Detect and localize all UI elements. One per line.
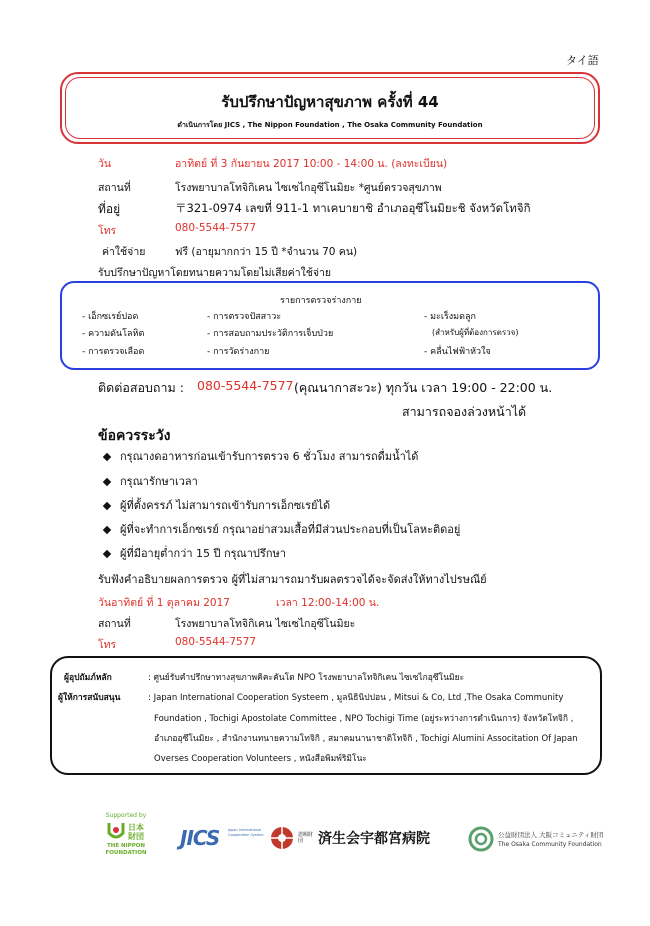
- caution-item: ผู้ที่มีอายุต่ำกว่า 15 ปี กรุณาปรึกษา: [104, 544, 286, 562]
- phone-value: 080-5544-7577: [175, 222, 257, 234]
- hospital-emblem-icon: [270, 826, 294, 850]
- event2-place-label: สถานที่: [98, 618, 131, 630]
- contact-phone: 080-5544-7577: [197, 378, 294, 393]
- phone-label: โทร: [98, 225, 117, 237]
- jics-logo: JICS Japan International Cooperation System: [180, 826, 264, 850]
- title-box: [60, 72, 600, 144]
- event2-date: วันอาทิตย์ ที่ 1 ตุลาคม 2017: [98, 597, 230, 609]
- caution-item: กรุณางดอาหารก่อนเข้ารับการตรวจ 6 ชั่วโมง สามารถดื่มน้ำได้: [104, 447, 418, 465]
- exam-item: - การสอบถามประวัติการเจ็บป่วย: [207, 329, 334, 339]
- exam-item: - เอ็กซเรย์ปอด: [82, 312, 139, 322]
- event2-place-value: โรงพยาบาลโทจิกิเคน ไซเซไกอุซึโนมิยะ: [175, 618, 356, 630]
- language-tag: タイ語: [566, 54, 599, 67]
- nippon-foundation-icon: [106, 821, 126, 843]
- event2-phone-value: 080-5544-7577: [175, 636, 257, 648]
- place-value: โรงพยาบาลโทจิกิเคน ไซเซไกอุซึโนมิยะ *ศูนย์ตรวจสุขภาพ: [175, 182, 442, 194]
- supporters-label: ผู้ให้การสนับสนุน: [58, 693, 121, 703]
- caution-item: กรุณารักษาเวลา: [104, 472, 198, 490]
- supporters-line: อำเภออุซึโนมิยะ , สำนักงานทนายความโทจิกิ , สมาคมนานาชาติโทจิกิ , Tochigi Alumini Associtation Of Japan: [154, 734, 578, 744]
- supporters-line: : Japan International Cooperation Systeem , มูลนิธินิปปอน , Mitsui & Co, Ltd ,The Osaka Community: [148, 693, 564, 703]
- osaka-foundation-icon: [468, 826, 494, 852]
- exam-item: - คลื่นไฟฟ้าหัวใจ: [424, 347, 491, 357]
- exam-item: - การตรวจปัสสาวะ: [207, 312, 282, 322]
- exam-item: - มะเร็งมดลูก: [424, 312, 476, 322]
- exam-list-box: [60, 281, 600, 370]
- results-note: รับฟังคำอธิบายผลการตรวจ ผู้ที่ไม่สามารถมารับผลตรวจได้จะจัดส่งให้ทางไปรษณีย์: [98, 573, 487, 586]
- reservation-note: สามารถจองล่วงหน้าได้: [402, 404, 527, 419]
- event2-time: เวลา 12:00-14:00 น.: [276, 597, 380, 609]
- exam-item: - การวัดร่างกาย: [207, 347, 270, 357]
- organizers: ดำเนินการโดย JICS , The Nippon Foundation , The Osaka Community Foundation: [177, 121, 483, 129]
- supporters-line: Foundation , Tochigi Apostolate Committee , NPO Tochigi Time (อยู่ระหว่างการดำเนินการ) จังหวัดโทจิกิ ,: [154, 714, 574, 724]
- exam-item: - การตรวจเลือด: [82, 347, 145, 357]
- hospital-logo: 恩賜財団 済生会宇都宮病院: [270, 826, 430, 850]
- cautions-heading: ข้อควรระวัง: [98, 428, 171, 444]
- caution-item: ผู้ที่จะทำการเอ็กซเรย์ กรุณาอย่าสวมเสื้อที่มีส่วนประกอบที่เป็นโลหะติดอยู่: [104, 520, 460, 538]
- exam-item-note: (สำหรับผู้ที่ต้องการตรวจ): [432, 328, 519, 337]
- exam-item: - ความดันโลหิต: [82, 329, 145, 339]
- cost-value: ฟรี (อายุมากกว่า 15 ปี *จำนวน 70 คน): [175, 246, 358, 258]
- place-label: สถานที่: [98, 182, 131, 194]
- page-title: รับปรึกษาปัญหาสุขภาพ ครั้งที่ 44: [221, 93, 439, 111]
- caution-item: ผู้ที่ตั้งครรภ์ ไม่สามารถเข้ารับการเอ็กซเรย์ได้: [104, 496, 330, 514]
- event2-phone-label: โทร: [98, 639, 117, 651]
- main-sponsor-label: ผู้อุปถัมภ์หลัก: [64, 673, 112, 683]
- date-label: วัน: [98, 158, 112, 170]
- supporters-line: Overses Cooperation Volunteers , หนังสือพิมพ์ริมิโนะ: [154, 754, 367, 764]
- address-label: ที่อยู่: [98, 202, 121, 216]
- legal-consultation-note: รับปรึกษาปัญหาโดยทนายความโดยไม่เสียค่าใช้จ่าย: [98, 267, 332, 279]
- date-value: อาทิตย์ ที่ 3 กันยายน 2017 10:00 - 14:00 น. (ลงทะเบียน): [175, 158, 448, 170]
- exam-list-title: รายการตรวจร่างกาย: [280, 296, 362, 306]
- nippon-foundation-logo: Supported by 日本財団 THE NIPPON FOUNDATION: [105, 812, 147, 856]
- address-value: 〒321-0974 เลขที่ 911-1 ทาเคบายาชิ อำเภออุซึโนมิยะชิ จังหวัดโทจิกิ: [175, 201, 531, 215]
- contact-detail: (คุณนากาสะวะ) ทุกวัน เวลา 19:00 - 22:00 น.: [294, 380, 553, 395]
- contact-label: ติดต่อสอบถาม :: [98, 380, 184, 395]
- osaka-foundation-logo: 公益財団法人 大阪コミュニティ財団 The Osaka Community Foundation: [468, 826, 603, 852]
- cost-label: ค่าใช้จ่าย: [102, 246, 146, 258]
- sponsors-box: [50, 656, 602, 775]
- main-sponsor-value: : ศูนย์รับคำปรึกษาทางสุขภาพคิคะคันโต NPO โรงพยาบาลโทจิกิเคน ไซเซไกอุซึโนมิยะ: [148, 673, 465, 683]
